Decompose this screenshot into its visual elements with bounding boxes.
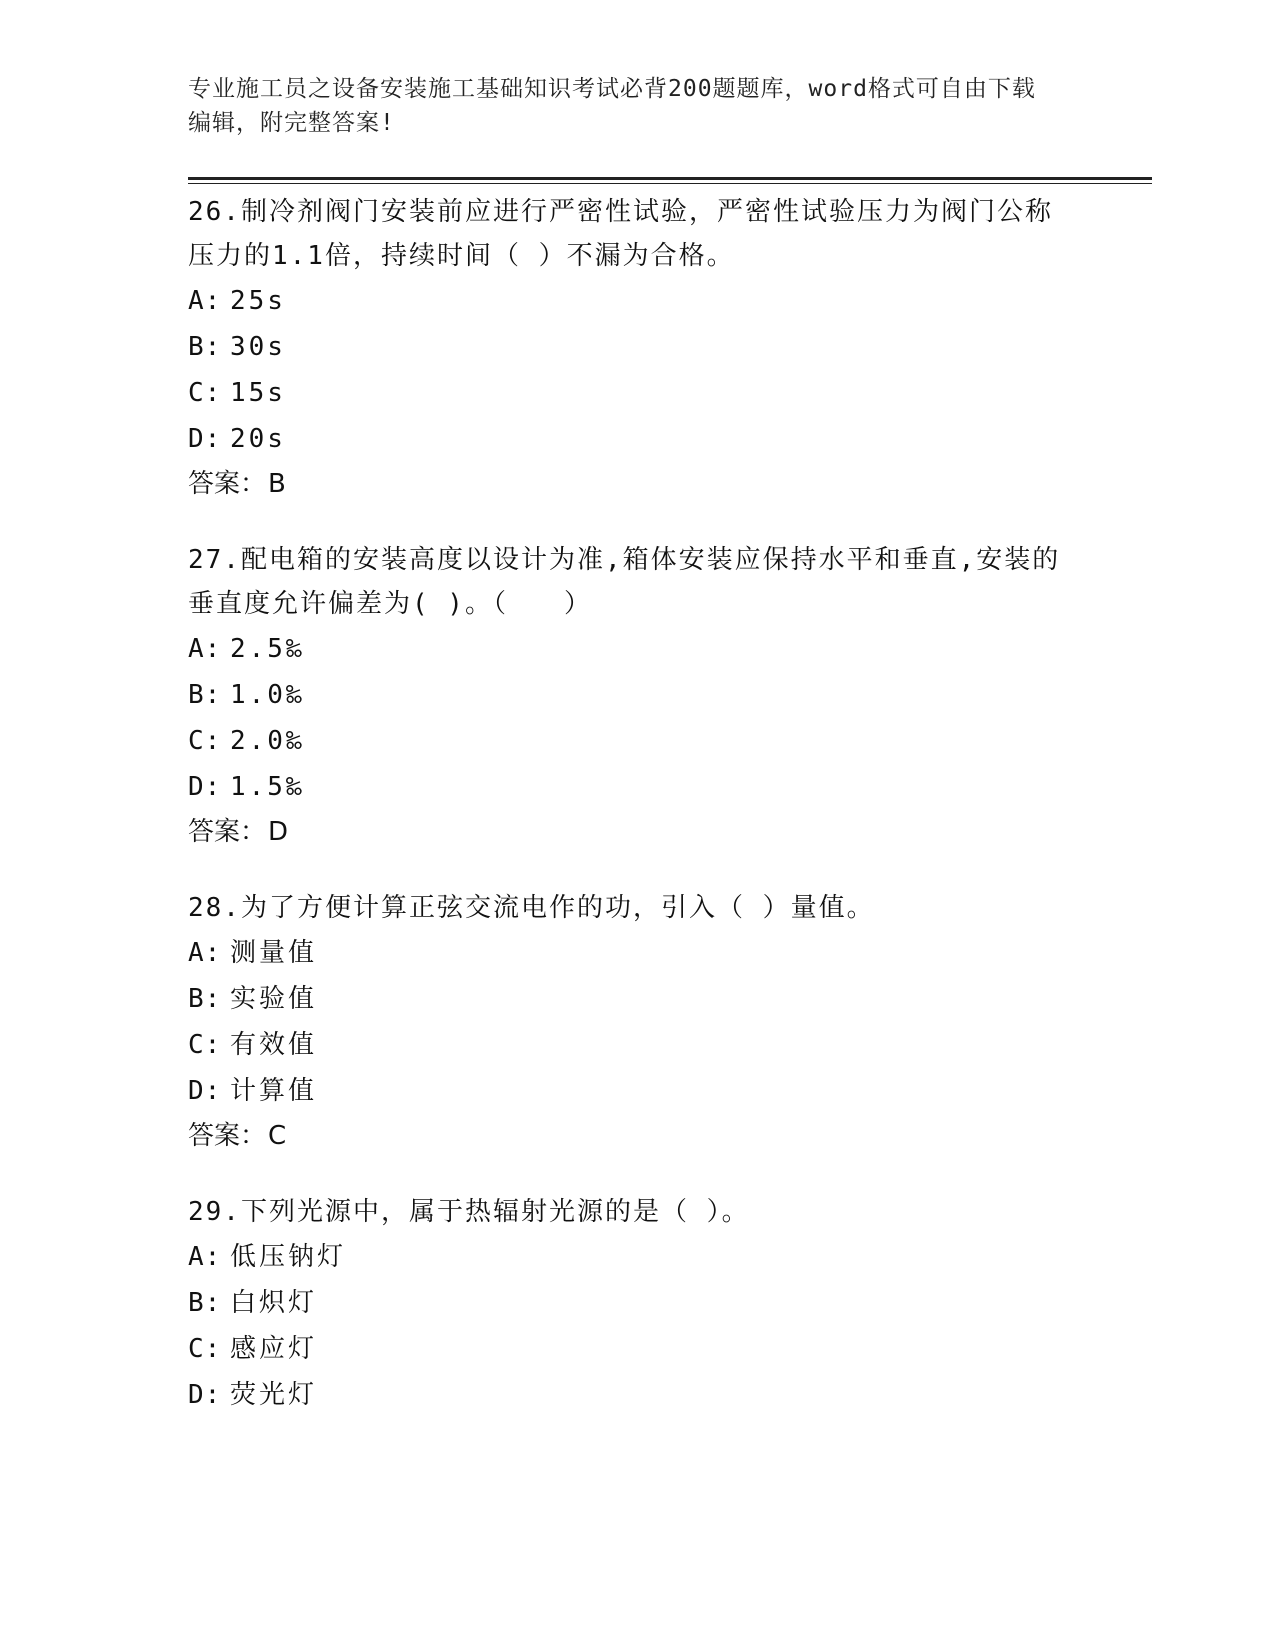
answer-line [188,810,1088,854]
option-c [188,370,1088,416]
answer-label: 答案： [188,1121,267,1151]
question-stem [188,190,1088,278]
option-key: C: [188,378,222,408]
question-stem-line-1: 29.下列光源中，属于热辐射光源的是（ ）。 [188,1197,750,1227]
option-key: D: [188,424,222,454]
question-stem-line-2: 压力的1.1倍，持续时间（ ）不漏为合格。 [188,241,735,271]
header-divider-thin [188,183,1152,184]
question-26 [188,190,1088,506]
option-key: C: [188,1334,222,1364]
option-text: 20s [230,424,286,454]
option-b [188,1280,1088,1326]
option-key: D: [188,1380,222,1410]
option-a [188,930,1088,976]
option-a [188,1234,1088,1280]
question-29 [188,1190,1088,1418]
question-stem-line-1: 27.配电箱的安装高度以设计为准,箱体安装应保持水平和垂直,安装的 [188,545,1061,575]
option-c [188,1022,1088,1068]
answer-value: B [268,469,286,499]
answer-label: 答案： [188,817,267,847]
option-b [188,324,1088,370]
option-list [188,930,1088,1114]
header-line-1: 专业施工员之设备安装施工基础知识考试必背200题题库，word格式可自由下载 [188,76,1036,102]
answer-line [188,1114,1088,1158]
question-27 [188,538,1088,854]
option-d [188,1068,1088,1114]
option-key: A: [188,938,222,968]
option-text: 25s [230,286,286,316]
question-stem-line-1: 26.制冷剂阀门安装前应进行严密性试验，严密性试验压力为阀门公称 [188,197,1053,227]
question-list [188,190,1088,1450]
option-key: B: [188,332,222,362]
option-list [188,626,1088,810]
option-d [188,1372,1088,1418]
option-text: 2.5‰ [230,634,305,664]
header-divider-thick [188,177,1152,180]
option-d [188,416,1088,462]
header-line-2: 编辑，附完整答案! [188,110,395,136]
option-list [188,1234,1088,1418]
option-b [188,672,1088,718]
option-key: B: [188,680,222,710]
question-stem-line-2: 垂直度允许偏差为( )。（ ） [188,589,592,619]
question-stem [188,1190,1088,1234]
option-text: 测量值 [230,938,318,968]
question-28 [188,886,1088,1158]
option-a [188,626,1088,672]
option-key: C: [188,726,222,756]
option-c [188,718,1088,764]
question-stem [188,886,1088,930]
option-text: 1.0‰ [230,680,305,710]
option-key: A: [188,1242,222,1272]
option-text: 1.5‰ [230,772,305,802]
option-text: 荧光灯 [230,1380,318,1410]
option-key: A: [188,286,222,316]
answer-label: 答案： [188,469,267,499]
answer-value: C [268,1121,287,1151]
option-a [188,278,1088,324]
option-key: D: [188,772,222,802]
option-text: 实验值 [230,984,318,1014]
option-list [188,278,1088,462]
option-key: C: [188,1030,222,1060]
document-header [188,72,1088,140]
option-text: 计算值 [230,1076,318,1106]
question-stem [188,538,1088,626]
option-text: 15s [230,378,286,408]
option-b [188,976,1088,1022]
option-key: A: [188,634,222,664]
option-text: 感应灯 [230,1334,318,1364]
option-text: 30s [230,332,286,362]
option-key: B: [188,984,222,1014]
answer-line [188,462,1088,506]
option-text: 有效值 [230,1030,318,1060]
option-key: B: [188,1288,222,1318]
option-text: 白炽灯 [230,1288,318,1318]
answer-value: D [268,817,289,847]
question-stem-line-1: 28.为了方便计算正弦交流电作的功，引入（ ）量值。 [188,893,875,923]
option-d [188,764,1088,810]
option-c [188,1326,1088,1372]
option-text: 2.0‰ [230,726,305,756]
option-key: D: [188,1076,222,1106]
option-text: 低压钠灯 [230,1242,347,1272]
